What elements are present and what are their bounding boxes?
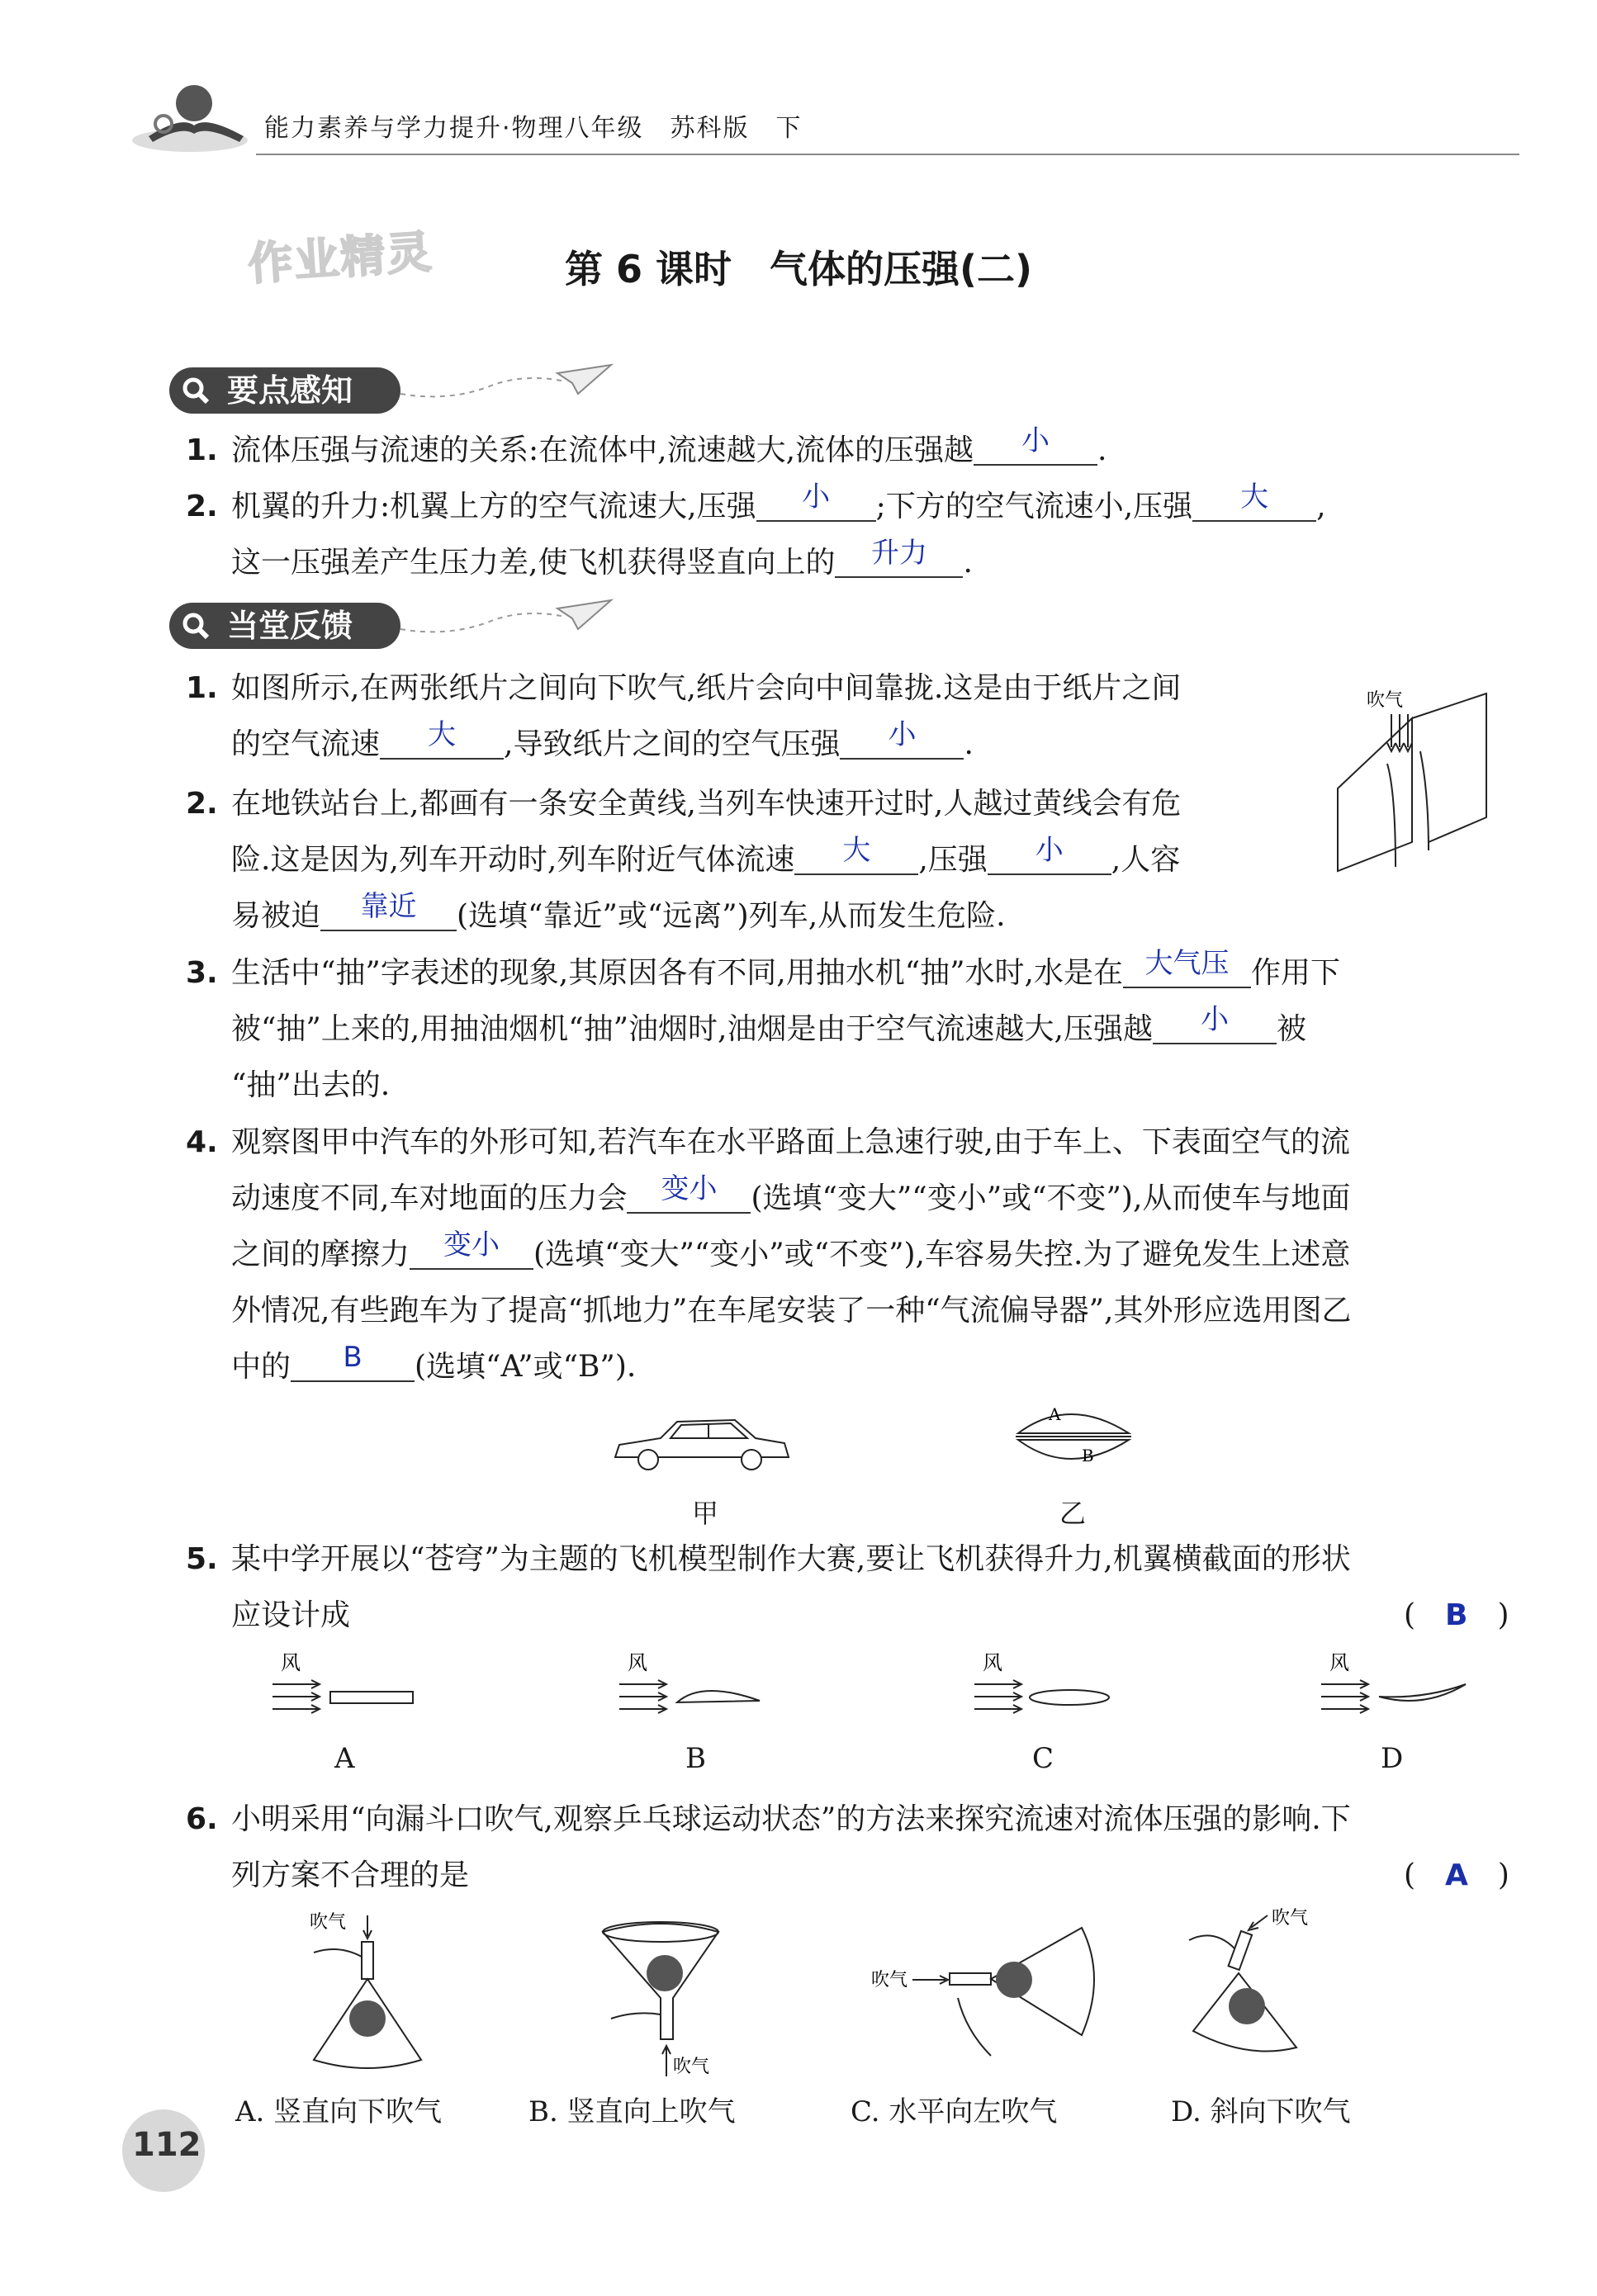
wing-option-d — [1321, 1651, 1466, 1713]
funnel-option-d — [1189, 1908, 1308, 2052]
svg-text:吹气: 吹气 — [1272, 1908, 1309, 1929]
answer-blank[interactable]: 小 — [840, 717, 964, 760]
header-rule — [256, 154, 1519, 155]
answer-blank[interactable]: 变小 — [410, 1227, 533, 1270]
paper-plane-icon — [400, 592, 615, 641]
svg-text:吹气: 吹气 — [673, 2057, 710, 2077]
svg-text:风: 风 — [983, 1651, 1002, 1674]
option-label-d: D — [1381, 1742, 1404, 1775]
answer-blank[interactable]: 变小 — [627, 1171, 751, 1214]
question-2-1: 1. 如图所示,在两张纸片之间向下吹气,纸片会向中间靠拢.这是由于纸片之间 的空气流速 大 ,导致纸片之间的空气压强 小 . — [186, 671, 1182, 761]
answer-blank[interactable]: 小 — [988, 832, 1111, 875]
svg-text:风: 风 — [628, 1651, 647, 1674]
car-figure — [611, 1412, 793, 1478]
section-title: 要点感知 — [227, 372, 353, 409]
answer-blank[interactable]: 大 — [794, 832, 918, 875]
option-label-a: A — [334, 1742, 355, 1775]
spoiler-options-figure — [1012, 1387, 1135, 1486]
page-title: 第 6 课时 气体的压强(二) — [564, 247, 1033, 291]
question-2-6: 6. 小明采用“向漏斗口吹气,观察乒乓球运动状态”的方法来探究流速对流体压强的影响.下 列方案不合理的是 — [186, 1802, 1351, 1892]
section-tag-key-points — [169, 367, 400, 414]
answer-paren-q6[interactable]: ( A ) — [1404, 1858, 1509, 1892]
svg-text:A: A — [1049, 1404, 1061, 1424]
svg-text:B: B — [1082, 1446, 1094, 1465]
svg-text:风: 风 — [281, 1651, 301, 1674]
question-1-2: 2. 机翼的升力:机翼上方的空气流速大,压强 小 ;下方的空气流速小,压强 大 , 这一压强差产生压力差,使飞机获得竖直向上的 升力 . — [186, 481, 1326, 580]
answer-blank[interactable]: 大 — [1192, 479, 1316, 522]
answer-blank[interactable]: B — [291, 1339, 415, 1382]
page-number: 112 — [132, 2126, 201, 2164]
magnifier-icon — [181, 376, 211, 405]
svg-text:风: 风 — [1329, 1651, 1349, 1674]
question-1-1: 1. 流体压强与流速的关系:在流体中,流速越大,流体的压强越 小 . — [186, 424, 1107, 467]
wing-option-c — [974, 1651, 1109, 1713]
magnifier-icon — [181, 611, 211, 641]
book-logo-icon — [132, 74, 256, 157]
option-label-d: D. 斜向下吹气 — [1171, 2095, 1351, 2128]
option-label-c: C. 水平向左吹气 — [851, 2095, 1058, 2128]
wing-options-figure — [268, 1651, 1507, 1734]
figure-caption-yi: 乙 — [1059, 1498, 1087, 1529]
question-2-4: 4. 观察图甲中汽车的外形可知,若汽车在水平路面上急速行驶,由于车上、下表面空气的流 动速度不同,车对地面的压力会 变小 (选填“变大”“变小”或“不变”),从而使车与地面 之间的摩擦力 变小 (选填“变大”“变小”或“不变”),车容易失控.为了避免发生上述意 外情况,有些跑车为了提高“抓地力”在车尾安装了一种“气流偏导器”,其外形应选用图乙 中的 B (选填“A”或“B”). — [186, 1125, 1352, 1384]
svg-text:吹气: 吹气 — [310, 1912, 347, 1933]
funnel-option-a — [310, 1912, 421, 2068]
option-label-b: B. 竖直向上吹气 — [528, 2095, 736, 2128]
option-label-b: B — [685, 1742, 706, 1775]
answer-blank[interactable]: 小 — [1153, 1001, 1277, 1044]
funnel-option-b — [603, 1922, 718, 2077]
section-title: 当堂反馈 — [227, 608, 353, 644]
paper-sheets-figure — [1329, 677, 1511, 875]
answer-blank[interactable]: 小 — [974, 423, 1097, 466]
wing-option-a — [272, 1651, 413, 1713]
svg-text:吹气: 吹气 — [1367, 690, 1404, 711]
funnel-options-figure — [297, 1907, 1495, 2085]
question-2-2: 2. 在地铁站台上,都画有一条安全黄线,当列车快速开过时,人越过黄线会有危 险.这是因为,列车开动时,列车附近气体流速 大 ,压强 小 ,人容 易被迫 靠近 (选填“靠近”或“远离”)列车,从而发生危险. — [186, 787, 1182, 933]
option-label-a: A. 竖直向下吹气 — [235, 2095, 443, 2128]
answer-blank[interactable]: 大 — [380, 717, 504, 760]
watermark-stamp: 作业精灵 — [246, 225, 435, 291]
answer-paren-q5[interactable]: ( B ) — [1404, 1598, 1509, 1632]
answer-blank[interactable]: 大气压 — [1123, 945, 1251, 988]
answer-blank[interactable]: 靠近 — [320, 888, 457, 931]
figure-caption-jia: 甲 — [692, 1498, 719, 1529]
section-tag-feedback — [169, 603, 400, 649]
svg-text:吹气: 吹气 — [871, 1970, 908, 1991]
option-label-c: C — [1032, 1742, 1054, 1775]
wing-option-b — [619, 1651, 760, 1713]
question-2-5: 5. 某中学开展以“苍穹”为主题的飞机模型制作大赛,要让飞机获得升力,机翼横截面的形状 应设计成 — [186, 1542, 1351, 1632]
header-title: 能力素养与学力提升·物理八年级 苏科版 下 — [264, 114, 803, 143]
answer-blank[interactable]: 升力 — [835, 535, 963, 578]
question-2-3: 3. 生活中“抽”字表述的现象,其原因各有不同,用抽水机“抽”水时,水是在 大气压 作用下 被“抽”上来的,用抽油烟机“抽”油烟时,油烟是由于空气流速越大,压强越 小 被 “抽”出去的. — [186, 947, 1340, 1102]
page-header — [132, 91, 1519, 157]
paper-plane-icon — [400, 357, 615, 406]
answer-blank[interactable]: 小 — [756, 479, 876, 522]
funnel-option-c — [871, 1928, 1094, 2056]
